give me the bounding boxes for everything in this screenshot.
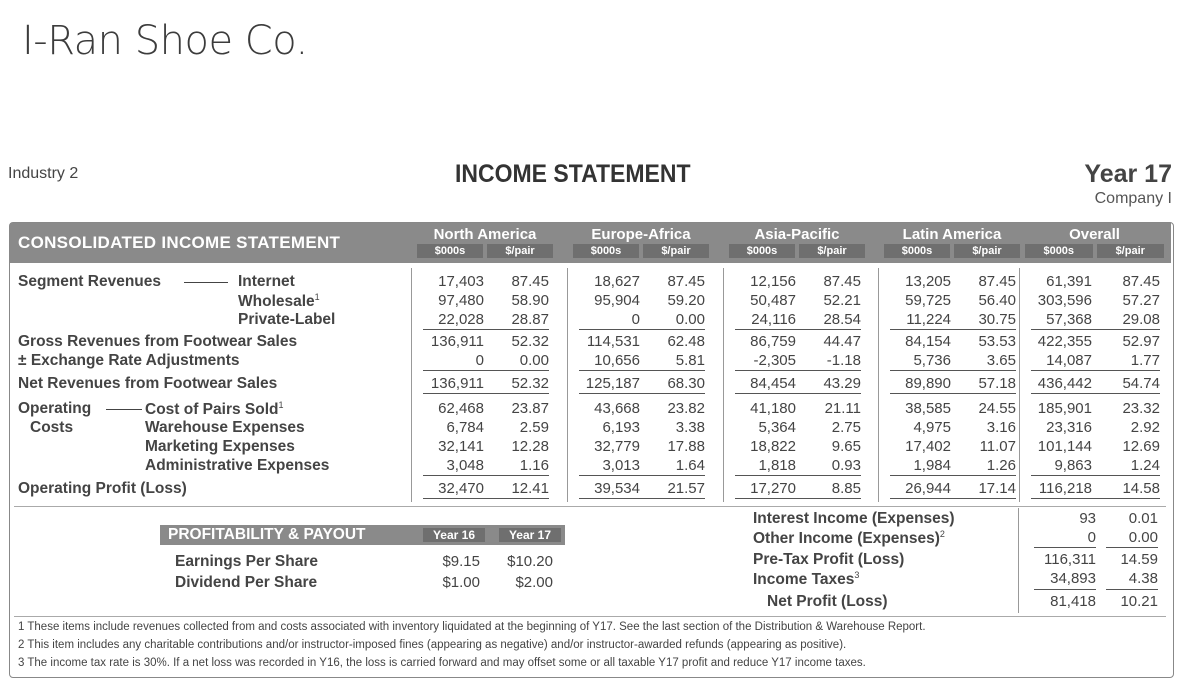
value-per-pair: 3.16 <box>986 419 1016 436</box>
profitability-title: PROFITABILITY & PAYOUT <box>168 526 366 543</box>
other-income-value: 0 <box>1087 529 1096 546</box>
value-thousands: 84,154 <box>905 333 951 350</box>
value-per-pair: 57.27 <box>1122 292 1160 309</box>
operating-profit-label: Operating Profit (Loss) <box>18 480 187 497</box>
value-thousands: 5,736 <box>913 352 951 369</box>
administrative-label: Administrative Expenses <box>145 457 330 474</box>
value-thousands: 32,141 <box>438 438 484 455</box>
footnote-1: 1 These items include revenues collected from and costs associated with inventory liquidated at the beginning of Y17. See the last section of the Distribution & Warehouse Report. <box>18 621 926 633</box>
taxes-per-pair: 4.38 <box>1128 570 1158 587</box>
value-per-pair: 30.75 <box>978 311 1016 328</box>
section-divider <box>14 506 1166 507</box>
value-per-pair: 59.20 <box>667 292 705 309</box>
value-thousands: 62,468 <box>438 400 484 417</box>
value-per-pair: 0.00 <box>519 352 549 369</box>
total-underline <box>1031 498 1160 499</box>
pretax-underline <box>1034 547 1096 548</box>
value-thousands: 422,355 <box>1037 333 1092 350</box>
net-underline-2 <box>1106 589 1158 590</box>
value-thousands: 125,187 <box>585 375 640 392</box>
value-per-pair: 17.88 <box>667 438 705 455</box>
unit-label: $000s <box>884 244 950 258</box>
value-per-pair: 3.38 <box>675 419 705 436</box>
value-per-pair: 28.87 <box>511 311 549 328</box>
profitability-year16: Year 16 <box>423 528 485 542</box>
value-thousands: 84,454 <box>750 375 796 392</box>
footnote-3: 3 The income tax rate is 30%. If a net loss was recorded in Y16, the loss is carried forward and may offset some or all taxable Y17 profit and reduce Y17 income taxes. <box>18 657 866 669</box>
value-thousands: 32,779 <box>594 438 640 455</box>
value-per-pair: 68.30 <box>667 375 705 392</box>
value-thousands: 26,944 <box>905 480 951 497</box>
region-header-latin-america <box>882 223 1022 263</box>
region-header-europe-africa <box>571 223 711 263</box>
value-thousands: 12,156 <box>750 273 796 290</box>
value-thousands: 23,316 <box>1046 419 1092 436</box>
value-thousands: 18,627 <box>594 273 640 290</box>
operating-label: Operating <box>18 400 92 417</box>
total-underline <box>890 475 1016 476</box>
private-label-label: Private-Label <box>238 311 336 328</box>
value-thousands: 0 <box>631 311 640 328</box>
value-thousands: 86,759 <box>750 333 796 350</box>
other-income-per-pair: 0.00 <box>1128 529 1158 546</box>
value-per-pair: 14.58 <box>1122 480 1160 497</box>
taxes-label: Income Taxes$^3$ <box>753 570 860 589</box>
value-thousands: 10,656 <box>594 352 640 369</box>
internet-label: Internet <box>238 273 295 290</box>
value-thousands: 14,087 <box>1046 352 1092 369</box>
value-thousands: 43,668 <box>594 400 640 417</box>
value-per-pair: 1.26 <box>986 457 1016 474</box>
value-per-pair: 23.32 <box>1122 400 1160 417</box>
value-per-pair: -1.18 <box>826 352 861 369</box>
value-thousands: 50,487 <box>750 292 796 309</box>
pretax-per-pair: 14.59 <box>1120 551 1158 568</box>
wholesale-label: Wholesale$^1$ <box>238 292 320 311</box>
value-thousands: 57,368 <box>1046 311 1092 328</box>
unit-label: $000s <box>1025 244 1093 258</box>
pretax-underline-2 <box>1106 547 1158 548</box>
value-thousands: 0 <box>475 352 484 369</box>
value-thousands: 22,028 <box>438 311 484 328</box>
column-separator <box>723 268 724 502</box>
operating-dash <box>106 409 142 410</box>
value-per-pair: 11.07 <box>979 438 1016 455</box>
total-underline <box>1031 475 1160 476</box>
value-per-pair: 2.92 <box>1130 419 1160 436</box>
value-per-pair: 9.65 <box>831 438 861 455</box>
value-thousands: 39,534 <box>594 480 640 497</box>
value-per-pair: 12.69 <box>1122 438 1160 455</box>
cost-of-pairs-label: Cost of Pairs Sold$^1$ <box>145 400 284 419</box>
net-profit-label: Net Profit (Loss) <box>767 593 888 610</box>
segment-dash <box>184 282 228 283</box>
consolidated-title: CONSOLIDATED INCOME STATEMENT <box>18 233 341 252</box>
value-thousands: 59,725 <box>905 292 951 309</box>
value-per-pair: 87.45 <box>823 273 861 290</box>
other-income-label: Other Income (Expenses)$^2$ <box>753 529 945 548</box>
pretax-label: Pre-Tax Profit (Loss) <box>753 551 905 568</box>
total-underline <box>890 370 1016 371</box>
unit-label: $/pair <box>643 244 709 258</box>
total-underline <box>890 329 1016 330</box>
industry-label: Industry 2 <box>8 165 79 182</box>
total-underline <box>735 498 861 499</box>
total-underline <box>890 498 1016 499</box>
value-per-pair: 87.45 <box>667 273 705 290</box>
value-per-pair: 87.45 <box>978 273 1016 290</box>
value-per-pair: 5.81 <box>675 352 705 369</box>
value-thousands: 136,911 <box>430 375 484 392</box>
value-thousands: 6,784 <box>446 419 484 436</box>
unit-label: $/pair <box>1097 244 1165 258</box>
value-per-pair: 1.24 <box>1130 457 1160 474</box>
value-per-pair: 17.14 <box>978 480 1016 497</box>
unit-label: $000s <box>417 244 483 258</box>
total-underline <box>735 475 861 476</box>
value-per-pair: 53.53 <box>978 333 1016 350</box>
net-profit-value: 81,418 <box>1050 593 1096 610</box>
value-per-pair: 24.55 <box>978 400 1016 417</box>
region-name: North America <box>433 226 537 243</box>
total-underline <box>579 475 705 476</box>
value-thousands: 97,480 <box>438 292 484 309</box>
value-per-pair: 58.90 <box>511 292 549 309</box>
unit-label: $/pair <box>487 244 553 258</box>
value-per-pair: 44.47 <box>823 333 861 350</box>
net-revenues-label: Net Revenues from Footwear Sales <box>18 375 278 392</box>
value-thousands: 116,218 <box>1038 480 1092 497</box>
interest-value: 93 <box>1079 510 1096 527</box>
value-per-pair: 52.32 <box>511 333 549 350</box>
marketing-label: Marketing Expenses <box>145 438 295 455</box>
total-underline <box>735 370 861 371</box>
unit-label: $000s <box>729 244 795 258</box>
value-thousands: 17,270 <box>750 480 796 497</box>
value-per-pair: 3.65 <box>986 352 1016 369</box>
value-per-pair: 8.85 <box>831 480 861 497</box>
interest-per-pair: 0.01 <box>1128 510 1158 527</box>
column-separator <box>411 268 412 502</box>
column-separator <box>878 268 879 502</box>
net-underline <box>1034 589 1096 590</box>
value-thousands: 38,585 <box>905 400 951 417</box>
taxes-value: 34,893 <box>1050 570 1096 587</box>
value-per-pair: 1.64 <box>675 457 705 474</box>
total-underline <box>735 329 861 330</box>
value-per-pair: 52.21 <box>823 292 861 309</box>
value-per-pair: 56.40 <box>978 292 1016 309</box>
value-per-pair: 87.45 <box>1122 273 1160 290</box>
value-per-pair: 23.87 <box>511 400 549 417</box>
value-per-pair: 23.82 <box>667 400 705 417</box>
total-underline <box>579 393 705 394</box>
value-per-pair: 87.45 <box>511 273 549 290</box>
value-per-pair: 62.48 <box>667 333 705 350</box>
value-thousands: 101,144 <box>1037 438 1092 455</box>
region-header-overall <box>1023 223 1166 263</box>
value-thousands: 61,391 <box>1046 273 1092 290</box>
total-underline <box>1031 370 1160 371</box>
total-underline <box>579 498 705 499</box>
value-thousands: 32,470 <box>438 480 484 497</box>
report-title: INCOME STATEMENT <box>455 160 691 188</box>
column-separator <box>1019 268 1020 502</box>
value-per-pair: 12.28 <box>511 438 549 455</box>
profitability-year17: Year 17 <box>499 528 561 542</box>
total-underline <box>579 370 705 371</box>
total-underline <box>423 370 549 371</box>
value-thousands: 17,403 <box>438 273 484 290</box>
dps-year16: $1.00 <box>442 574 480 591</box>
value-thousands: 13,205 <box>905 273 951 290</box>
value-per-pair: 21.57 <box>667 480 705 497</box>
total-underline <box>423 475 549 476</box>
total-underline <box>423 393 549 394</box>
unit-label: $/pair <box>954 244 1020 258</box>
value-per-pair: 43.29 <box>823 375 861 392</box>
costs-label: Costs <box>30 419 74 436</box>
pretax-value: 116,311 <box>1044 551 1096 568</box>
eps-label: Earnings Per Share <box>175 553 319 570</box>
value-thousands: 3,013 <box>602 457 640 474</box>
unit-label: $000s <box>573 244 639 258</box>
column-separator <box>567 268 568 502</box>
bottom-separator <box>1018 508 1019 613</box>
value-thousands: 136,911 <box>430 333 484 350</box>
region-name: Latin America <box>902 226 1002 243</box>
value-thousands: 24,116 <box>751 311 796 328</box>
value-per-pair: 0.93 <box>831 457 861 474</box>
warehouse-label: Warehouse Expenses <box>145 419 305 436</box>
unit-label: $/pair <box>799 244 865 258</box>
value-thousands: 17,402 <box>905 438 951 455</box>
dps-year17: $2.00 <box>515 574 553 591</box>
region-header-asia-pacific <box>727 223 867 263</box>
value-per-pair: 1.77 <box>1130 352 1160 369</box>
value-per-pair: 54.74 <box>1122 375 1160 392</box>
net-profit-per-pair: 10.21 <box>1120 593 1158 610</box>
value-thousands: 11,224 <box>906 311 951 328</box>
value-per-pair: 52.32 <box>511 375 549 392</box>
total-underline <box>1031 329 1160 330</box>
value-per-pair: 21.11 <box>824 400 861 417</box>
value-per-pair: 12.41 <box>511 480 549 497</box>
total-underline <box>890 393 1016 394</box>
value-thousands: 114,531 <box>586 333 640 350</box>
total-underline <box>579 329 705 330</box>
company-name: I-Ran Shoe Co. <box>22 18 308 64</box>
value-per-pair: 29.08 <box>1122 311 1160 328</box>
value-thousands: 9,863 <box>1054 457 1092 474</box>
region-name: Asia-Pacific <box>754 226 840 243</box>
interest-label: Interest Income (Expenses) <box>753 510 955 527</box>
value-per-pair: 2.59 <box>519 419 549 436</box>
value-per-pair: 28.54 <box>823 311 861 328</box>
value-thousands: 89,890 <box>905 375 951 392</box>
value-thousands: 95,904 <box>594 292 640 309</box>
value-per-pair: 0.00 <box>675 311 705 328</box>
eps-year16: $9.15 <box>442 553 480 570</box>
value-thousands: 1,818 <box>758 457 796 474</box>
total-underline <box>1031 393 1160 394</box>
value-thousands: 41,180 <box>750 400 796 417</box>
value-per-pair: 57.18 <box>978 375 1016 392</box>
value-thousands: 1,984 <box>913 457 951 474</box>
value-per-pair: 2.75 <box>831 419 861 436</box>
value-per-pair: 1.16 <box>519 457 549 474</box>
footnote-divider <box>14 616 1166 617</box>
value-thousands: 5,364 <box>758 419 796 436</box>
total-underline <box>735 393 861 394</box>
total-underline <box>423 498 549 499</box>
dps-label: Dividend Per Share <box>175 574 318 591</box>
region-name: Europe-Africa <box>591 226 691 243</box>
report-year: Year 17 <box>1084 160 1172 188</box>
value-per-pair: 52.97 <box>1122 333 1160 350</box>
eps-year17: $10.20 <box>507 553 553 570</box>
value-thousands: -2,305 <box>753 352 796 369</box>
region-name: Overall <box>1069 226 1120 243</box>
value-thousands: 4,975 <box>913 419 951 436</box>
total-underline <box>423 329 549 330</box>
value-thousands: 303,596 <box>1037 292 1092 309</box>
region-header-north-america <box>415 223 555 263</box>
exchange-label: ± Exchange Rate Adjustments <box>18 352 240 369</box>
segment-revenues-label: Segment Revenues <box>18 273 161 290</box>
value-thousands: 436,442 <box>1037 375 1092 392</box>
value-thousands: 18,822 <box>750 438 796 455</box>
gross-revenues-label: Gross Revenues from Footwear Sales <box>18 333 298 350</box>
footnote-2: 2 This item includes any charitable contributions and/or instructor-imposed fines (appearing as negative) and/or instructor-awarded refunds (appearing as positive). <box>18 639 847 651</box>
value-thousands: 3,048 <box>446 457 484 474</box>
company-id: Company I <box>1094 190 1172 207</box>
value-thousands: 185,901 <box>1037 400 1092 417</box>
value-thousands: 6,193 <box>602 419 640 436</box>
